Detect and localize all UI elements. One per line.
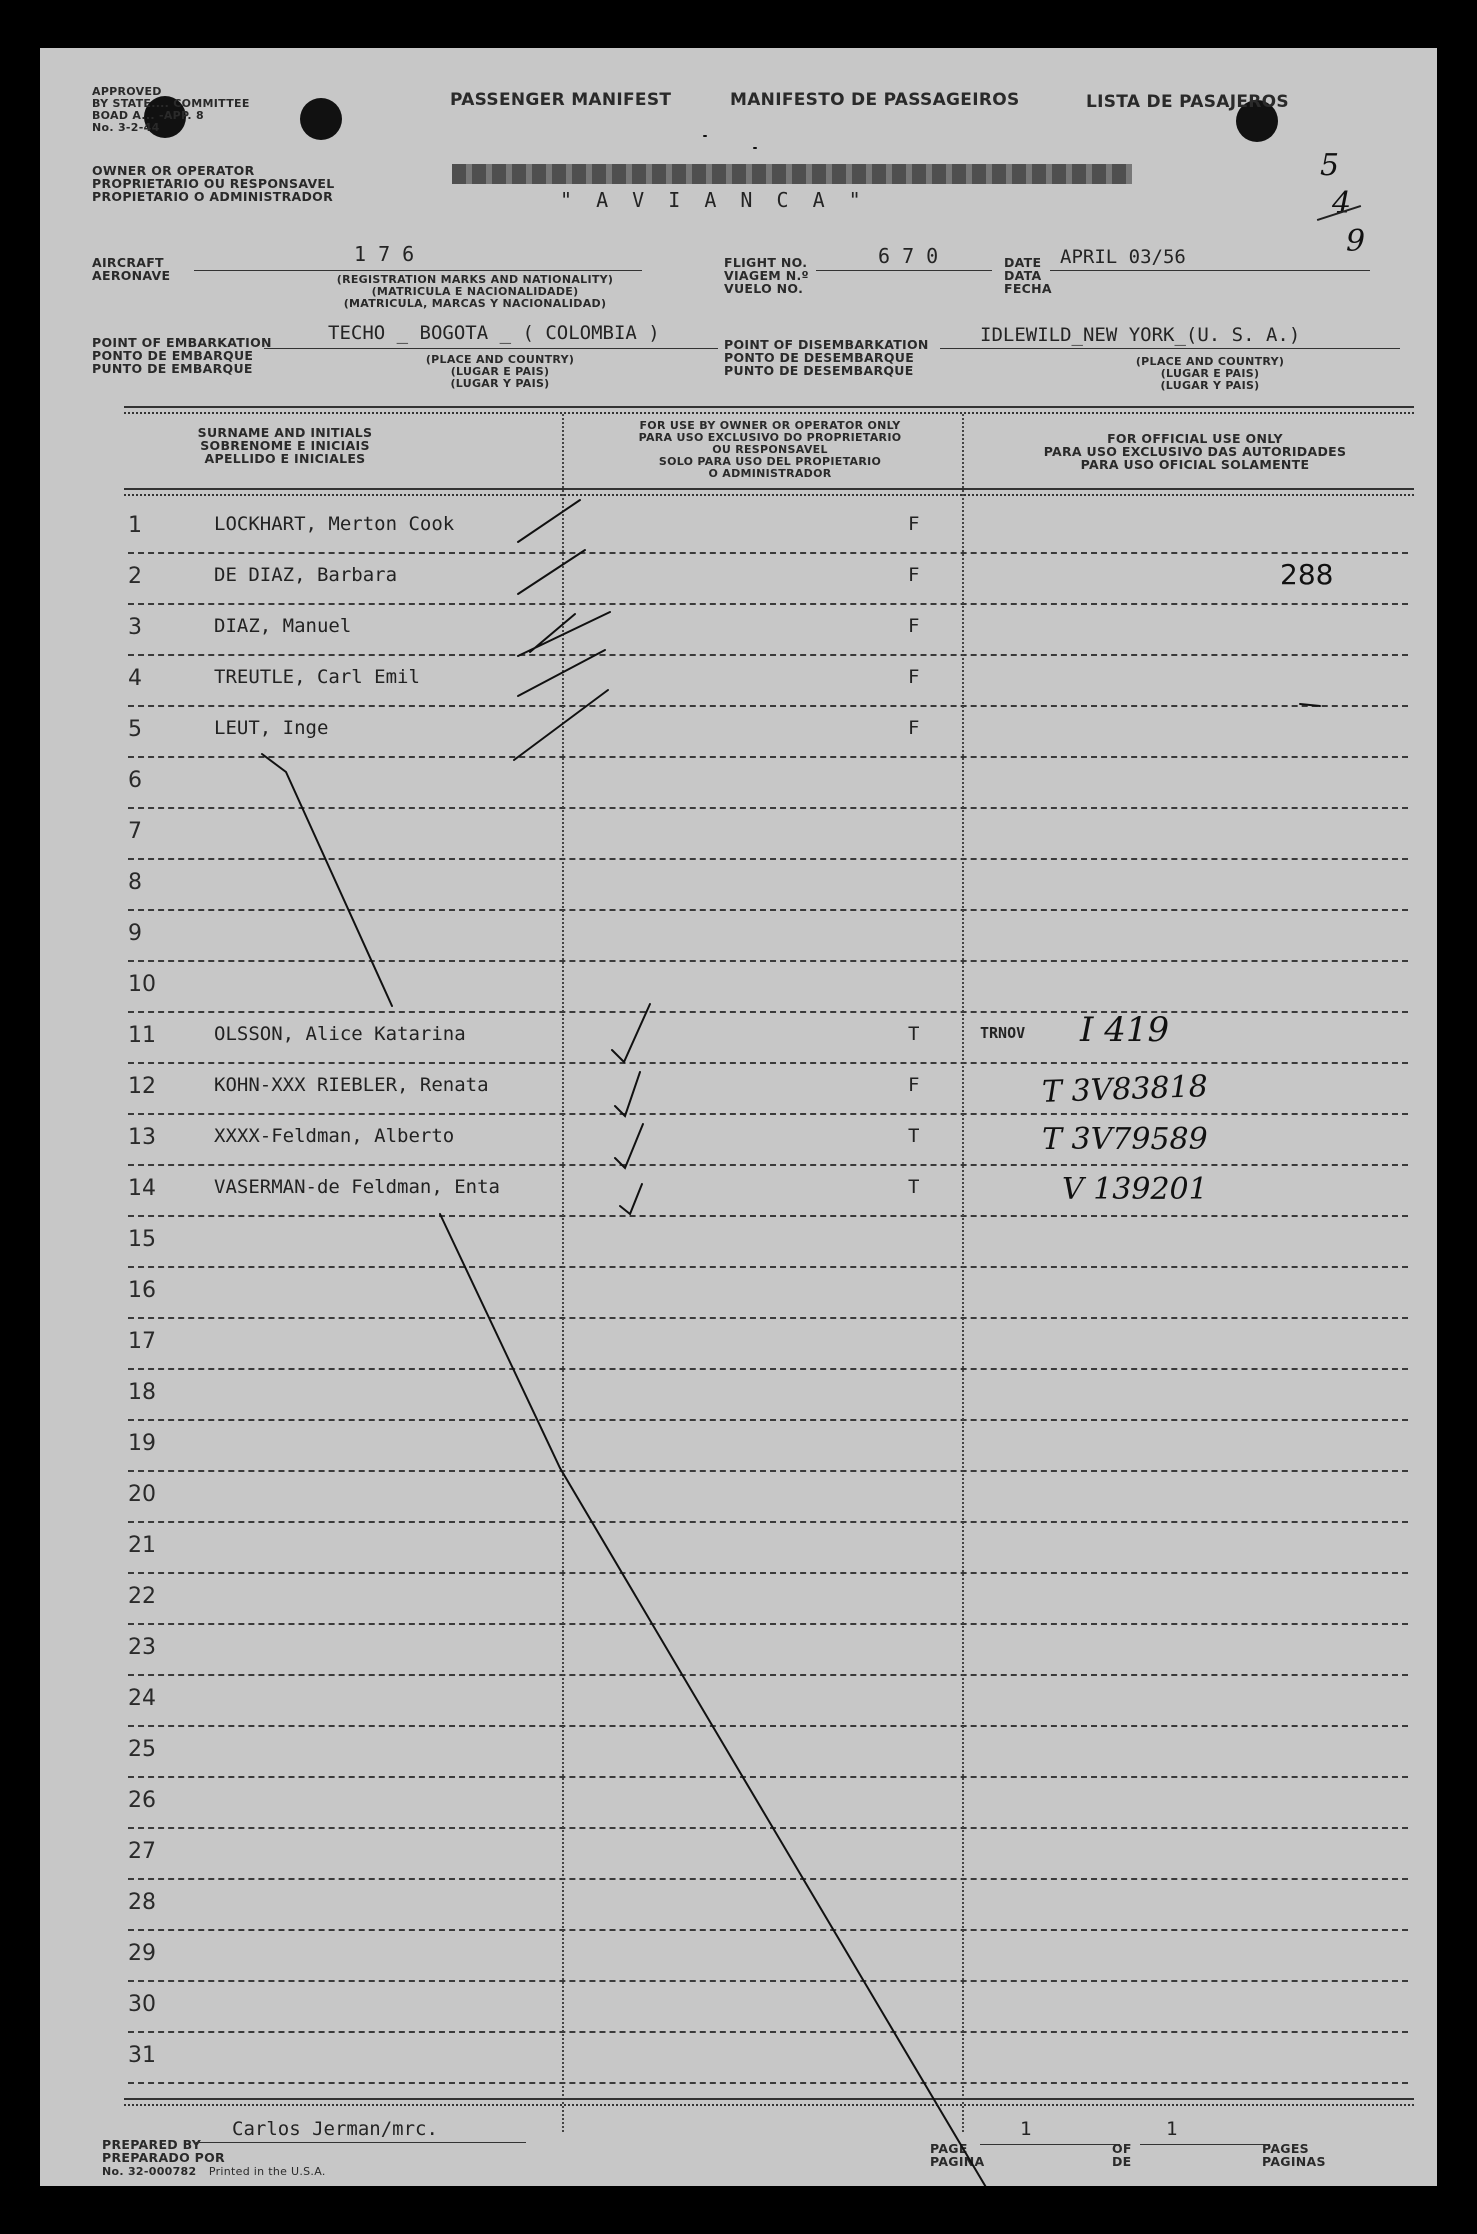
passenger-name: VASERMAN-de Feldman, Enta: [214, 1176, 500, 1198]
title-es: LISTA DE PASAJEROS: [1086, 92, 1289, 112]
check-slash-1: [518, 500, 580, 542]
row-number: 17: [128, 1329, 156, 1354]
owner-label-es: PROPIETARIO O ADMINISTRADOR: [92, 189, 334, 204]
date-value: APRIL 03/56: [1060, 246, 1186, 268]
date-label-en: DATE: [1004, 255, 1042, 270]
row-number: 30: [128, 1992, 156, 2017]
passenger-code: F: [908, 615, 920, 637]
page-label-pt: PAGINA: [930, 2154, 985, 2169]
check-slash-2: [518, 550, 585, 594]
check-slash-5: [514, 690, 608, 760]
flight-label-es: VUELO NO.: [724, 281, 804, 296]
prepared-label-pt: PREPARADO POR: [102, 2150, 225, 2165]
row-number: 2: [128, 564, 142, 589]
col-surname-pt: SOBRENOME E INICIAIS: [200, 438, 370, 453]
flight-label-en: FLIGHT NO.: [724, 255, 808, 270]
embark-label-en: POINT OF EMBARKATION: [92, 335, 272, 350]
row-number: 14: [128, 1176, 156, 1201]
page-value: 1: [1020, 2118, 1032, 2140]
row-number: 10: [128, 972, 156, 997]
passenger-code: F: [908, 513, 920, 535]
prepared-value: Carlos Jerman/mrc.: [232, 2118, 438, 2140]
of-label-en: OF: [1112, 2141, 1132, 2156]
row-number: 28: [128, 1890, 156, 1915]
passenger-code: T: [908, 1125, 920, 1147]
form-code-text: No. 32-000782: [102, 2165, 197, 2178]
approval-line-1: APPROVED: [92, 85, 162, 98]
row-number: 19: [128, 1431, 156, 1456]
embark-label-pt: PONTO DE EMBARQUE: [92, 348, 254, 363]
embark-label-es: PUNTO DE EMBARQUE: [92, 361, 253, 376]
passenger-code: F: [908, 666, 920, 688]
prepared-label-en: PREPARED BY: [102, 2137, 202, 2152]
row-number: 27: [128, 1839, 156, 1864]
disembark-value: IDLEWILD_NEW YORK_(U. S. A.): [980, 324, 1301, 346]
row-number: 6: [128, 768, 142, 793]
row-number: 1: [128, 513, 142, 538]
col-owner-4: SOLO PARA USO DEL PROPIETARIO: [658, 455, 882, 468]
title-pt: MANIFESTO DE PASSAGEIROS: [730, 90, 1020, 110]
aircraft-label-en: AIRCRAFT: [92, 255, 164, 270]
col-surname-en: SURNAME AND INITIALS: [197, 425, 373, 440]
page-label-en: PAGE: [930, 2141, 968, 2156]
passenger-name: LEUT, Inge: [214, 717, 329, 739]
of-value: 1: [1166, 2118, 1178, 2140]
row-number: 16: [128, 1278, 156, 1303]
checkmark-14: [620, 1184, 642, 1214]
flight-label-pt: VIAGEM N.º: [724, 268, 809, 283]
disembark-label-en: POINT OF DISEMBARKATION: [724, 337, 929, 352]
disembark-sub-en: (PLACE AND COUNTRY): [1135, 355, 1285, 368]
col-surname-es: APELLIDO E INICIALES: [204, 451, 366, 466]
col-official-es: PARA USO OFICIAL SOLAMENTE: [1080, 457, 1310, 472]
flight-value: 6 7 0: [878, 244, 939, 268]
void-line-upper: [262, 754, 392, 1006]
row-number: 25: [128, 1737, 156, 1762]
embark-sub-es: (LUGAR Y PAIS): [450, 377, 550, 390]
of-label-pt: DE: [1112, 2154, 1132, 2169]
passenger-name: DIAZ, Manuel: [214, 615, 352, 637]
aircraft-value: 1 7 6: [354, 242, 415, 266]
row-number: 22: [128, 1584, 156, 1609]
row-number: 13: [128, 1125, 156, 1150]
aircraft-sub-es: (MATRICULA, MARCAS Y NACIONALIDAD): [343, 297, 607, 310]
check-slash-3: [518, 612, 610, 656]
passenger-name: OLSSON, Alice Katarina: [214, 1023, 466, 1045]
row-number: 20: [128, 1482, 156, 1507]
passenger-name: XXXX-Feldman, Alberto: [214, 1125, 455, 1147]
row-number: 8: [128, 870, 142, 895]
title-en: PASSENGER MANIFEST: [450, 90, 672, 110]
row-number: 15: [128, 1227, 156, 1252]
row-number: 24: [128, 1686, 156, 1711]
row-number: 9: [128, 921, 142, 946]
col-owner-2: PARA USO EXCLUSIVO DO PROPRIETARIO: [638, 431, 902, 444]
passenger-name: DE DIAZ, Barbara: [214, 564, 398, 586]
checkmark-12: [615, 1072, 640, 1116]
col-owner-5: O ADMINISTRADOR: [708, 467, 832, 480]
official-id-13: T 3V79589: [1042, 1122, 1208, 1157]
official-id-11: I 419: [1080, 1010, 1170, 1050]
pages-label-en: PAGES: [1262, 2141, 1309, 2156]
embark-sub-en: (PLACE AND COUNTRY): [425, 353, 575, 366]
embark-value: TECHO _ BOGOTA _ ( COLOMBIA ): [328, 322, 660, 344]
disembark-sub-pt: (LUGAR E PAIS): [1160, 367, 1260, 380]
row-number: 29: [128, 1941, 156, 1966]
embark-sub-pt: (LUGAR E PAIS): [450, 365, 550, 378]
date-label-pt: DATA: [1004, 268, 1042, 283]
approval-line-2: BY STATE.... COMMITTEE: [92, 97, 250, 110]
row-number: 7: [128, 819, 142, 844]
date-label-es: FECHA: [1004, 281, 1052, 296]
passenger-code: T: [908, 1176, 920, 1198]
passenger-code: F: [908, 564, 920, 586]
checkmark-13: [615, 1124, 643, 1168]
manifest-sheet: [40, 48, 1437, 2186]
passenger-code: F: [908, 1074, 920, 1096]
col-official-en: FOR OFFICIAL USE ONLY: [1107, 431, 1283, 446]
approval-line-3: BOAD A... -APP. 8: [92, 109, 204, 122]
row-number: 4: [128, 666, 142, 691]
row-number: 31: [128, 2043, 156, 2068]
owner-value: " A V I A N C A ": [560, 188, 867, 212]
corner-note-mid: 4: [1332, 186, 1352, 221]
corner-note-bot: 9: [1346, 224, 1366, 259]
owner-label-en: OWNER OR OPERATOR: [92, 163, 255, 178]
col-official-pt: PARA USO EXCLUSIVO DAS AUTORIDADES: [1043, 444, 1347, 459]
official-number-288: 288: [1280, 558, 1334, 591]
aircraft-label-pt: AERONAVE: [92, 268, 171, 283]
printed-text: Printed in the U.S.A.: [208, 2165, 326, 2178]
row-number: 11: [128, 1023, 156, 1048]
check-slash-4: [518, 650, 605, 696]
row-number: 12: [128, 1074, 156, 1099]
void-line-lower: [440, 1214, 990, 2186]
owner-label-pt: PROPRIETARIO OU RESPONSAVEL: [92, 176, 335, 191]
disembark-label-pt: PONTO DE DESEMBARQUE: [724, 350, 915, 365]
corner-note-top: 5: [1320, 148, 1340, 183]
aircraft-sub-pt: (MATRICULA E NACIONALIDADE): [371, 285, 579, 298]
passenger-code: T: [908, 1023, 920, 1045]
aircraft-sub-en: (REGISTRATION MARKS AND NATIONALITY): [336, 273, 614, 286]
passenger-code: F: [908, 717, 920, 739]
official-id-12: T 3V83818: [1041, 1069, 1209, 1110]
approval-line-4: No. 3-2-44: [92, 121, 160, 134]
checkmark-11: [612, 1004, 650, 1062]
transit-stamp: TRNOV: [980, 1024, 1026, 1042]
row-number: 26: [128, 1788, 156, 1813]
passenger-name: TREUTLE, Carl Emil: [214, 666, 420, 688]
passenger-name: LOCKHART, Merton Cook: [214, 513, 455, 535]
passenger-name: KOHN-XXX RIEBLER, Renata: [214, 1074, 489, 1096]
official-id-14: V 139201: [1062, 1172, 1208, 1207]
row-number: 21: [128, 1533, 156, 1558]
pen-marks: [40, 48, 1437, 2186]
disembark-label-es: PUNTO DE DESEMBARQUE: [724, 363, 914, 378]
row-number: 23: [128, 1635, 156, 1660]
row-number: 18: [128, 1380, 156, 1405]
row-number: 3: [128, 615, 142, 640]
disembark-sub-es: (LUGAR Y PAIS): [1160, 379, 1260, 392]
pages-label-pt: PAGINAS: [1262, 2154, 1326, 2169]
row4-mark: [1300, 704, 1320, 706]
row-number: 5: [128, 717, 142, 742]
col-owner-3: OU RESPONSAVEL: [712, 443, 828, 456]
col-owner-1: FOR USE BY OWNER OR OPERATOR ONLY: [639, 419, 901, 432]
